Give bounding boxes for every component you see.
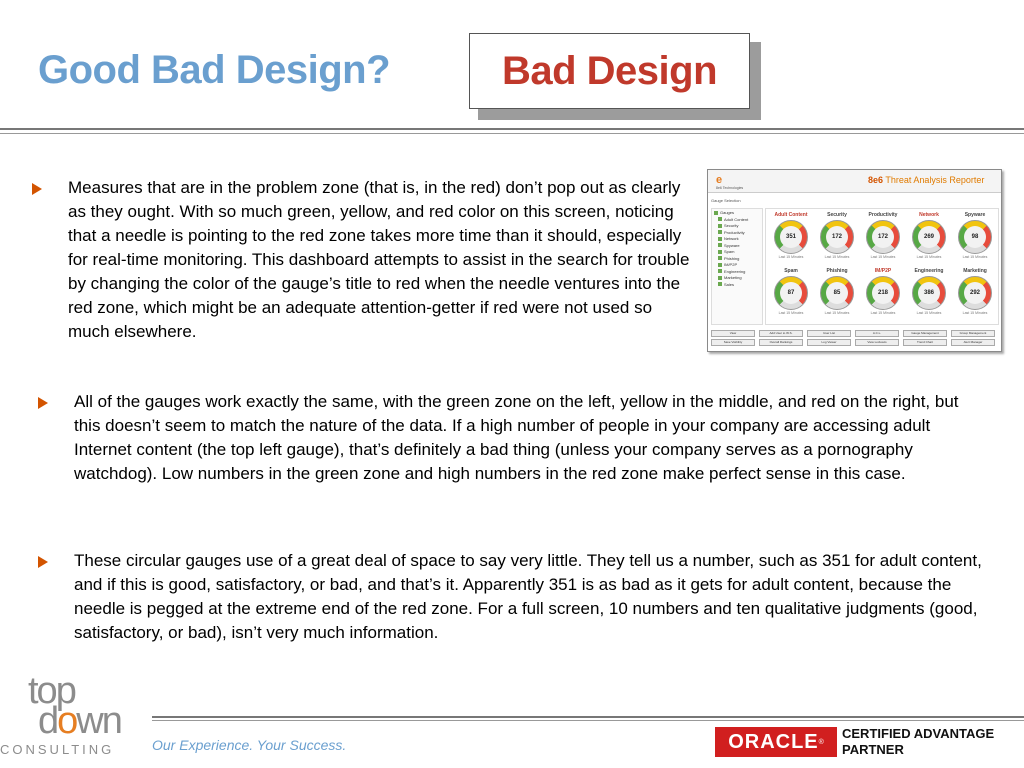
bullet-arrow-icon — [32, 183, 42, 195]
gauge-value: 386 — [918, 282, 940, 304]
gauge-tree-label: Phishing — [724, 255, 740, 261]
gauge-subtitle: Last 15 Minutes — [870, 311, 896, 315]
dashboard-button[interactable]: Log Viewer — [807, 339, 851, 346]
partner-line-2: PARTNER — [842, 742, 904, 757]
dashboard-brand-strong: 8e6 — [868, 175, 884, 185]
footer-divider — [152, 716, 1024, 718]
gauge-dial-icon — [866, 220, 900, 254]
gauge-tree-item[interactable] — [718, 282, 762, 288]
bullet-2-text: All of the gauges work exactly the same, with the green zone on the left, yellow in the middle, and red on the right, but this doesn’t seem to match the nature of the data. If a high number of people in your company are accessing adult Internet content (the top left gauge), that’s definitely a bad thing (unless your company serves as a pornography watchdog). Low numbers in the green zone and high numbers in the red zone make perfect sense in this case. — [74, 392, 959, 483]
gauge-tree-label: Network — [724, 236, 739, 242]
dashboard-button[interactable]: Add User to W.S. — [759, 330, 803, 337]
gauge-tree-item[interactable] — [718, 249, 762, 255]
bullet-1 — [68, 176, 694, 344]
gauge-selection-title: Gauge Selection — [711, 198, 741, 203]
gauge-dial-icon — [958, 276, 992, 310]
gauge-dial-icon — [820, 220, 854, 254]
gauge-title: IM/P2P — [874, 268, 892, 274]
gauge-tree-label: Spyware — [724, 242, 740, 248]
gauge-title: Productivity — [868, 212, 898, 218]
gauge-value: 172 — [826, 226, 848, 248]
logo-d: d — [38, 700, 58, 742]
dashboard-logo-company: 8e6 Technologies — [716, 186, 744, 190]
oracle-wordmark: ORACLE — [728, 730, 819, 753]
badge-label: Bad Design — [501, 48, 718, 93]
partner-label — [842, 726, 994, 758]
gauge-engineering — [906, 268, 952, 322]
gauge-dial-icon — [958, 220, 992, 254]
bullet-arrow-icon — [38, 397, 48, 409]
logo-o: o — [57, 700, 77, 742]
gauge-subtitle: Last 15 Minutes — [824, 255, 850, 259]
gauge-network — [906, 212, 952, 266]
gauge-title: Spyware — [964, 212, 986, 218]
folder-icon — [714, 211, 718, 215]
bullet-1-text: Measures that are in the problem zone (that is, in the red) don’t pop out as clearly as they ought. With so much green, yellow, and red color on this screen, noticing that a needle is pointing to the red zone takes more time than it should, especially for real-time monitoring. This dashboard attempts to assist in the search for trouble by changing the color of the gauge’s title to red when the needle ventures into the red zone, which might be an adequate attention-getter if red were not used so much elsewhere. — [68, 178, 690, 341]
gauge-value: 292 — [964, 282, 986, 304]
dashboard-header — [708, 170, 1001, 193]
folder-icon — [718, 269, 722, 273]
gauge-dial-icon — [774, 276, 808, 310]
bullet-arrow-icon — [38, 556, 48, 568]
gauge-marketing — [952, 268, 998, 322]
gauge-subtitle: Last 15 Minutes — [916, 255, 942, 259]
folder-icon — [718, 243, 722, 247]
topdown-consulting-logo — [0, 672, 150, 762]
partner-line-1: CERTIFIED ADVANTAGE — [842, 726, 995, 741]
gauge-value: 85 — [826, 282, 848, 304]
gauge-subtitle: Last 15 Minutes — [962, 311, 988, 315]
gauge-tree-item[interactable] — [718, 275, 762, 281]
gauge-tree-item[interactable] — [718, 230, 762, 236]
gauge-tree-item[interactable] — [718, 236, 762, 242]
dashboard-logo-mark: e — [716, 174, 723, 186]
logo-wn: wn — [76, 700, 121, 742]
gauge-title: Security — [827, 212, 847, 218]
folder-icon — [718, 250, 722, 254]
gauge-tree-item[interactable] — [718, 217, 762, 223]
page-title: Good Bad Design? — [38, 48, 390, 92]
dashboard-button[interactable]: User List — [807, 330, 851, 337]
gauge-tree-item[interactable] — [714, 210, 762, 216]
dashboard-screenshot — [707, 169, 1002, 352]
footer-slogan: Our Experience. Your Success. — [152, 737, 347, 753]
bullet-3-text: These circular gauges use of a great deal of space to say very little. They tell us a number, such as 351 for adult content, and if this is good, satisfactory, or bad, and that’s it. Apparently 351 is as bad as it gets for adult content, because the needle is pegged at the extreme end of the red zone. For a full screen, 10 numbers and ten qualitative judgments (good, satisfactory, or bad), isn’t very much information. — [74, 551, 982, 642]
folder-icon — [718, 282, 722, 286]
gauge-tree-item[interactable] — [718, 256, 762, 262]
gauge-subtitle: Last 15 Minutes — [870, 255, 896, 259]
dashboard-button[interactable]: Group Management — [951, 330, 995, 337]
dashboard-button[interactable]: Trend Chart — [903, 339, 947, 346]
logo-top-text: top — [28, 670, 75, 712]
gauge-adult-content — [768, 212, 814, 266]
gauge-value: 351 — [780, 226, 802, 248]
gauge-title: Spam — [784, 268, 798, 274]
oracle-logo — [715, 727, 837, 757]
gauge-tree-label: Adult Content — [724, 216, 749, 222]
gauge-tree-label: Spam — [724, 249, 735, 255]
gauge-title: Marketing — [963, 268, 987, 274]
dashboard-button[interactable]: Overall Rankings — [759, 339, 803, 346]
folder-icon — [718, 256, 722, 260]
bullet-2 — [74, 390, 989, 486]
gauge-subtitle: Last 15 Minutes — [962, 255, 988, 259]
folder-icon — [718, 237, 722, 241]
gauge-title: Engineering — [914, 268, 944, 274]
folder-icon — [718, 217, 722, 221]
dashboard-buttons — [711, 330, 1001, 350]
gauge-value: 87 — [780, 282, 802, 304]
gauge-grid — [765, 208, 999, 325]
dashboard-button[interactable]: Save Visibility — [711, 339, 755, 346]
gauge-title: Phishing — [826, 268, 848, 274]
gauge-tree-item[interactable] — [718, 243, 762, 249]
gauge-tree-item[interactable] — [718, 269, 762, 275]
gauge-dial-icon — [912, 276, 946, 310]
gauge-subtitle: Last 15 Minutes — [824, 311, 850, 315]
gauge-tree-label: Marketing — [724, 275, 742, 281]
bad-design-badge — [469, 33, 750, 109]
gauge-value: 269 — [918, 226, 940, 248]
dashboard-brand — [868, 175, 984, 185]
gauge-selector-tree — [711, 208, 763, 325]
gauge-spyware — [952, 212, 998, 266]
header-divider — [0, 128, 1024, 130]
gauge-tree-label: Productivity — [724, 229, 745, 235]
gauge-subtitle: Last 15 Minutes — [778, 311, 804, 315]
dashboard-logo — [716, 174, 746, 190]
dashboard-button[interactable]: Gauge Management — [903, 330, 947, 337]
gauge-tree-label: IM/P2P — [724, 262, 738, 268]
gauge-value: 172 — [872, 226, 894, 248]
logo-down-text — [38, 702, 121, 740]
gauge-subtitle: Last 15 Minutes — [778, 255, 804, 259]
dashboard-button[interactable]: View — [711, 330, 755, 337]
folder-icon — [718, 263, 722, 267]
gauge-security — [814, 212, 860, 266]
gauge-spam — [768, 268, 814, 322]
gauge-tree-label: Sales — [724, 281, 735, 287]
gauge-dial-icon — [912, 220, 946, 254]
folder-icon — [718, 276, 722, 280]
folder-icon — [718, 224, 722, 228]
gauge-dial-icon — [820, 276, 854, 310]
gauge-tree-label: Gauges — [720, 210, 735, 216]
gauge-tree-label: Security — [724, 223, 739, 229]
dashboard-button[interactable]: A.C.L. — [855, 330, 899, 337]
dashboard-button[interactable]: View Lockouts — [855, 339, 899, 346]
gauge-dial-icon — [774, 220, 808, 254]
gauge-tree-item[interactable] — [718, 223, 762, 229]
gauge-title: Adult Content — [774, 212, 808, 218]
logo-consulting-text: CONSULTING — [0, 742, 115, 757]
gauge-tree-item[interactable] — [718, 262, 762, 268]
gauge-dial-icon — [866, 276, 900, 310]
gauge-tree-label: Engineering — [724, 268, 746, 274]
gauge-im-p2p — [860, 268, 906, 322]
dashboard-brand-rest: Threat Analysis Reporter — [885, 175, 985, 185]
gauge-value: 98 — [964, 226, 986, 248]
gauge-productivity — [860, 212, 906, 266]
bullet-3 — [74, 549, 994, 645]
header-divider-thin — [0, 133, 1024, 134]
gauge-subtitle: Last 15 Minutes — [916, 311, 942, 315]
footer-divider-thin — [152, 720, 1024, 721]
gauge-title: Network — [919, 212, 939, 218]
gauge-value: 218 — [872, 282, 894, 304]
folder-icon — [718, 230, 722, 234]
gauge-phishing — [814, 268, 860, 322]
oracle-registered-mark: ® — [818, 738, 824, 746]
dashboard-button[interactable]: Alert Manager — [951, 339, 995, 346]
